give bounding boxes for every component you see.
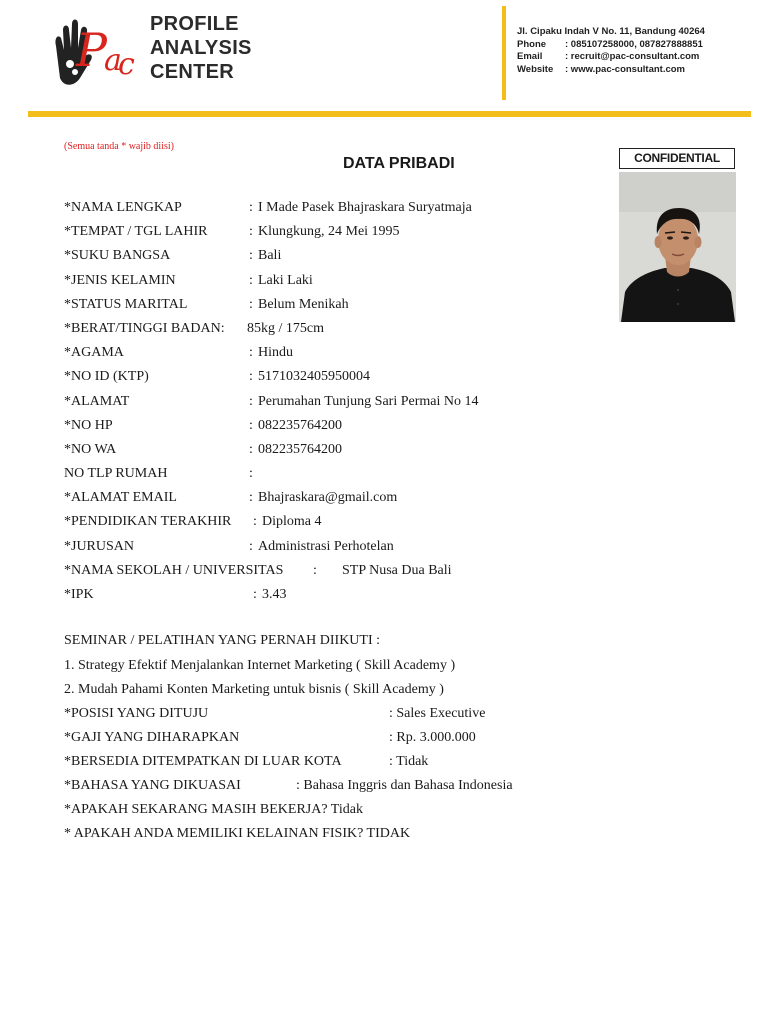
field-colon: :: [249, 272, 253, 288]
seminar-heading: SEMINAR / PELATIHAN YANG PERNAH DIIKUTI :: [64, 633, 381, 648]
field-value: Bhajraskara@gmail.com: [258, 490, 398, 506]
field-row: [64, 293, 684, 317]
email-value: : recruit@pac-consultant.com: [565, 51, 700, 62]
field-value: 5171032405950004: [258, 369, 370, 385]
seminar-item: 1. Strategy Efektif Menjalankan Internet Marketing ( Skill Academy ): [64, 658, 456, 673]
field-label: NO TLP RUMAH: [64, 466, 168, 482]
field-colon: :: [249, 490, 253, 506]
website-label: Website: [517, 63, 554, 75]
job-label: *GAJI YANG DIHARAPKAN: [64, 730, 240, 745]
brand-name: [150, 12, 252, 84]
field-label: *JENIS KELAMIN: [64, 272, 176, 288]
job-label: *BAHASA YANG DIKUASAI: [64, 778, 241, 793]
field-row: [64, 244, 684, 268]
svg-text:c: c: [118, 47, 135, 82]
field-row: [64, 559, 684, 583]
field-row: [64, 269, 684, 293]
job-value: : Rp. 3.000.000: [389, 730, 476, 745]
field-row: [64, 583, 684, 607]
field-row: [64, 486, 684, 510]
field-colon: :: [249, 417, 253, 433]
field-value: Hindu: [258, 345, 293, 361]
field-colon: :: [249, 248, 253, 264]
field-row: [64, 365, 684, 389]
field-row: [64, 414, 684, 438]
field-value: STP Nusa Dua Bali: [342, 562, 452, 578]
field-row: [64, 317, 684, 341]
phone-label: Phone: [517, 38, 547, 50]
field-row: [64, 196, 684, 220]
question: * APAKAH ANDA MEMILIKI KELAINAN FISIK? TIDAK: [64, 826, 411, 841]
field-label: *ALAMAT EMAIL: [64, 490, 177, 506]
logo-letter-p: P: [76, 23, 107, 77]
field-value: I Made Pasek Bhajraskara Suryatmaja: [258, 200, 472, 215]
confidential-label: CONFIDENTIAL: [619, 148, 735, 169]
header-underline: [28, 111, 751, 117]
field-colon: :: [249, 224, 253, 240]
field-row: [64, 341, 684, 365]
pac-logo: [48, 8, 138, 98]
seminar-item: 2. Mudah Pahami Konten Marketing untuk bisnis ( Skill Academy ): [64, 682, 444, 697]
header-divider: [502, 6, 506, 100]
field-colon: :: [253, 514, 257, 530]
job-value: : Tidak: [389, 754, 429, 769]
field-label: *NO ID (KTP): [64, 369, 149, 385]
svg-text:a: a: [104, 43, 122, 78]
brand-line: PROFILE: [150, 13, 239, 35]
field-colon: :: [249, 296, 253, 312]
field-label: *IPK: [64, 587, 94, 602]
field-label: *NAMA SEKOLAH / UNIVERSITAS: [64, 562, 284, 578]
field-value: 082235764200: [258, 417, 342, 433]
field-label: *NO WA: [64, 441, 117, 457]
field-label: *TEMPAT / TGL LAHIR: [64, 224, 208, 240]
field-colon: :: [249, 200, 253, 215]
job-label: *BERSEDIA DITEMPATKAN DI LUAR KOTA: [64, 754, 342, 769]
phone-value: : 085107258000, 087827888851: [565, 38, 703, 50]
question: *APAKAH SEKARANG MASIH BEKERJA? Tidak: [64, 802, 363, 817]
field-value: Perumahan Tunjung Sari Permai No 14: [258, 393, 479, 409]
field-colon: :: [253, 587, 257, 602]
job-value: : Bahasa Inggris dan Bahasa Indonesia: [296, 778, 513, 793]
field-label: *NAMA LENGKAP: [64, 200, 182, 215]
field-colon: :: [249, 345, 253, 361]
brand-line: CENTER: [150, 61, 235, 83]
field-label: *STATUS MARITAL: [64, 296, 188, 312]
field-value: Laki Laki: [258, 272, 313, 288]
field-row: [64, 390, 684, 414]
email-label: Email: [517, 51, 543, 62]
address: Jl. Cipaku Indah V No. 11, Bandung 40264: [517, 26, 705, 37]
field-value: Bali: [258, 248, 282, 264]
field-colon: :: [313, 562, 317, 578]
field-colon: :: [249, 466, 253, 482]
website-value: : www.pac-consultant.com: [565, 63, 685, 75]
field-value: Belum Menikah: [258, 296, 349, 312]
field-row: [64, 462, 684, 486]
field-label: *JURUSAN: [64, 538, 135, 554]
job-label: *POSISI YANG DITUJU: [64, 706, 209, 721]
field-label: *BERAT/TINGGI BADAN:: [64, 320, 225, 336]
personal-data-list: [64, 196, 684, 607]
field-colon: :: [249, 369, 253, 385]
field-value: 85kg / 175cm: [247, 320, 324, 336]
field-value: Klungkung, 24 Mei 1995: [258, 224, 400, 240]
field-row: [64, 438, 684, 462]
job-value: : Sales Executive: [389, 706, 486, 721]
contact-block: [517, 26, 705, 76]
field-row: [64, 510, 684, 534]
field-label: *SUKU BANGSA: [64, 248, 171, 264]
field-value: Diploma 4: [262, 514, 322, 530]
field-label: *AGAMA: [64, 345, 124, 361]
field-label: *NO HP: [64, 417, 113, 433]
page-title: DATA PRIBADI: [343, 155, 455, 172]
required-note: (Semua tanda * wajib diisi): [64, 141, 174, 152]
field-label: *ALAMAT: [64, 393, 130, 409]
field-row: [64, 220, 684, 244]
field-label: *PENDIDIKAN TERAKHIR: [64, 514, 232, 530]
field-colon: :: [249, 393, 253, 409]
field-value: 3.43: [262, 587, 287, 602]
field-row: [64, 535, 684, 559]
field-colon: :: [249, 441, 253, 457]
brand-line: ANALYSIS: [150, 37, 252, 59]
field-colon: :: [249, 538, 253, 554]
field-value: Administrasi Perhotelan: [258, 538, 394, 554]
field-value: 082235764200: [258, 441, 342, 457]
